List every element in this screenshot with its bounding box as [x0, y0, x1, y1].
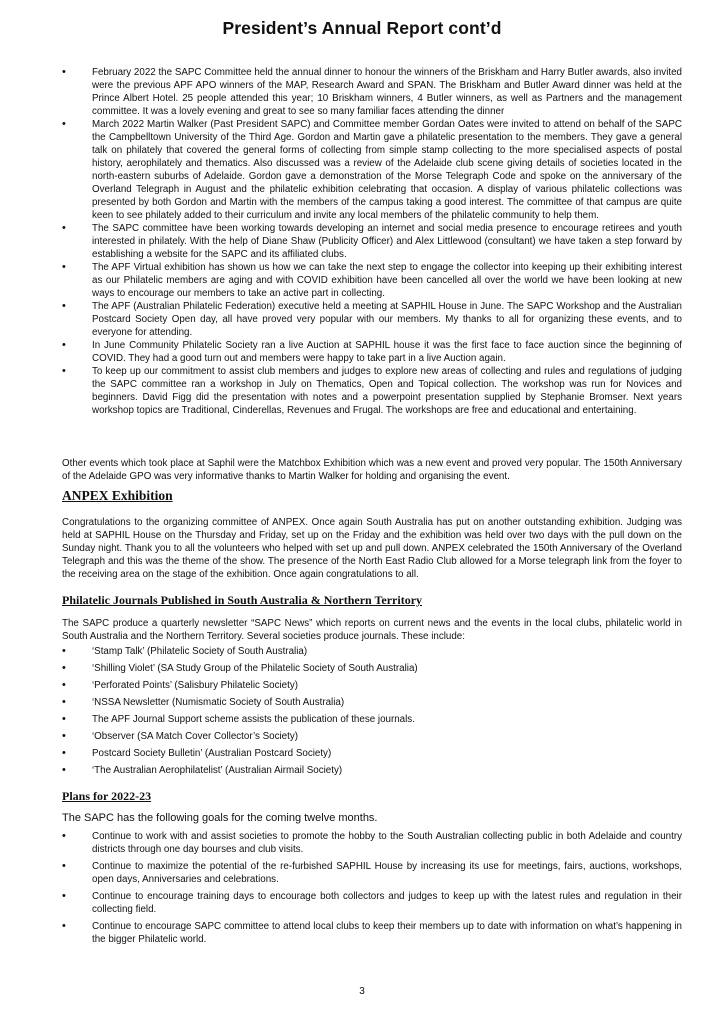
journal-item: Postcard Society Bulletin’ (Australian Postcard Society) — [92, 748, 332, 759]
bullet-dot-icon: • — [62, 920, 66, 932]
bullet-dot-icon: • — [62, 713, 66, 725]
plans-intro: The SAPC has the following goals for the coming twelve months. — [62, 812, 378, 824]
list-item — [62, 860, 682, 886]
bullet-dot-icon: • — [62, 66, 66, 78]
plan-item: Continue to maximize the potential of the re-furbished SAPHIL House by increasing its use for meetings, fairs, auctions, workshops, open days, Anniversaries and celebrations. — [92, 861, 682, 885]
list-item — [62, 66, 682, 118]
list-item — [62, 764, 682, 777]
other-events-paragraph: Other events which took place at Saphil were the Matchbox Exhibition which was a new event and proved very popular. The 150th Anniversary of the Adelaide GPO was very informative thanks to Martin Walker for holding and organising the event. — [62, 458, 682, 482]
list-item-text: February 2022 the SAPC Committee held the annual dinner to honour the winners of the Briskham and Harry Butler awards, also invited were the previous APF APO winners of the MAP, Research Award and SPAN. The Briskham and Butler Award dinner was held at the Prince Albert Hotel. 25 people attended this year; 10 Briskham winners, 4 Butler winners, as well as Partners and the management committee. It was a lovely evening and great to see so many familiar faces attending the dinner — [92, 67, 682, 117]
bullet-dot-icon: • — [62, 860, 66, 872]
list-item-text: The SAPC committee have been working towards developing an internet and social media presence to encourage retirees and youth interested in philately. With the help of Diane Shaw (Publicity Officer) and Alex Littlewood (consultant) we have taken a step forward by establishing a website for the SAPC and its affiliated clubs. — [92, 223, 682, 260]
anpex-paragraph: Congratulations to the organizing committee of ANPEX. Once again South Australia has put on another outstanding exhibition. Judging was held at SAPHIL House on the Thursday and Friday, set up on the Friday and the exhibition was held over two days with the pull down on the Sunday night. Thank you to all the volunteers who helped with set up and pull down. ANPEX celebrated the 150th Anniversary of the Overland Telegraph and this was the theme of the show. The presence of the North East Radio Club allowed for a Morse telegraph link from the foyer to the receiving area on the stage of the exhibition. Once again congratulations to all. — [62, 517, 682, 580]
bullet-dot-icon: • — [62, 662, 66, 674]
anpex-heading-text: ANPEX Exhibition — [62, 488, 173, 503]
journal-item: ‘Shilling Violet’ (SA Study Group of the Philatelic Society of South Australia) — [92, 663, 418, 674]
journals-heading-text: Philatelic Journals Published in South Australia & Northern Territory — [62, 593, 423, 607]
journal-item: ‘Observer (SA Match Cover Collector’s Society) — [92, 731, 298, 742]
list-item — [62, 679, 682, 692]
bullet-dot-icon: • — [62, 365, 66, 377]
plan-item: Continue to work with and assist societies to promote the hobby to the South Australian collecting public in both Adelaide and country districts through one day bourses and club visits. — [92, 831, 682, 855]
list-item — [62, 118, 682, 222]
bullet-dot-icon: • — [62, 890, 66, 902]
bullet-dot-icon: • — [62, 696, 66, 708]
list-item-text: The APF (Australian Philatelic Federation) executive held a meeting at SAPHIL House in June. The SAPC Workshop and the Australian Postcard Society Open day, all have proved very popular with our members. My thanks to all for organizing these events, and to everyone for attending. — [92, 301, 682, 338]
bullet-dot-icon: • — [62, 118, 66, 130]
anpex-heading — [62, 488, 173, 504]
bullet-dot-icon: • — [62, 679, 66, 691]
page-title: President’s Annual Report cont’d — [222, 18, 502, 38]
list-item — [62, 300, 682, 339]
list-item — [62, 261, 682, 300]
plans-heading — [62, 789, 151, 804]
bullet-dot-icon: • — [62, 747, 66, 759]
list-item — [62, 830, 682, 856]
list-item — [62, 222, 682, 261]
journal-item: ‘NSSA Newsletter (Numismatic Society of South Australia) — [92, 697, 345, 708]
plans-list — [62, 830, 682, 946]
journals-list — [62, 645, 682, 777]
journals-intro: The SAPC produce a quarterly newsletter “SAPC News” which reports on current news and the events in the local clubs, philatelic world in South Australia and the Northern Territory. Several societies produce journals. These include: — [62, 618, 682, 642]
plans-heading-text: Plans for 2022-23 — [62, 789, 152, 803]
list-item — [62, 645, 682, 658]
bullet-dot-icon: • — [62, 339, 66, 351]
bullet-dot-icon: • — [62, 730, 66, 742]
bullet-dot-icon: • — [62, 645, 66, 657]
list-item — [62, 713, 682, 726]
bullet-dot-icon: • — [62, 764, 66, 776]
list-item — [62, 696, 682, 709]
bullet-dot-icon: • — [62, 830, 66, 842]
list-item-text: In June Community Philatelic Society ran a live Auction at SAPHIL house it was the first face to face auction since the beginning of COVID. They had a good turn out and members were happy to take part in a live Auction again. — [92, 340, 682, 364]
journal-item: ‘Stamp Talk’ (Philatelic Society of South Australia) — [92, 646, 308, 657]
page-number: 3 — [359, 986, 365, 997]
list-item-text: The APF Virtual exhibition has shown us how we can take the next step to engage the collector into keeping up their exhibiting interest as our Philatelic members are aging and with COVID exhibition have been cancelled all over the world we have been looking at new ways to encourage our members to take an active part in collecting. — [92, 262, 682, 299]
journal-item: The APF Journal Support scheme assists the publication of these journals. — [92, 714, 415, 725]
journal-item: ‘Perforated Points’ (Salisbury Philatelic Society) — [92, 680, 299, 691]
plan-item: Continue to encourage SAPC committee to attend local clubs to keep their members up to date with information on what’s happening in the bigger Philatelic world. — [92, 921, 682, 945]
list-item-text: To keep up our commitment to assist club members and judges to explore new areas of collecting and rules and regulations of judging the SAPC committee ran a workshop in July on Thematics, Open and Topical collection. The workshop was run for Novices and beginners. David Figg did the presentation with notes and a powerpoint presentation supplied by Stephanie Bromser. Next years workshop topics are Traditional, Cinderellas, Revenues and Frugal. The workshops are free and educational and entertaining. — [92, 366, 682, 416]
bullet-dot-icon: • — [62, 222, 66, 234]
list-item — [62, 920, 682, 946]
list-item — [62, 890, 682, 916]
list-item — [62, 747, 682, 760]
bullet-dot-icon: • — [62, 300, 66, 312]
plan-item: Continue to encourage training days to encourage both collectors and judges to keep up with the latest rules and regulation in their collecting field. — [92, 891, 682, 915]
list-item — [62, 730, 682, 743]
list-item — [62, 365, 682, 417]
list-item — [62, 339, 682, 365]
list-item-text: March 2022 Martin Walker (Past President SAPC) and Committee member Gordan Oates were invited to attend on behalf of the SAPC the Campbelltown University of the Third Age. Gordon and Martin gave a philatelic presentation to the members. They gave a general talk on philately that covered the general forms of collecting from simple stamp collecting to the more specialised aspects of postal history, aerophilately and thematics. Also discussed was a review of the Adelaide club scene giving details of societies located in the north-eastern suburbs of Adelaide. Gordon gave a demonstration of the Morse Telegraph Code and spoke on the anniversary of the Overland Telegraph in August and the philatelic exhibition celebrating that occasion. A display of various philatelic collections was presented by both Gordon and Martin with the members of the campus taking a good interest. The committee of that campus are quite keen to see philately added to their curriculum and invite any local members of the philatelic community to help them. — [92, 119, 682, 221]
journal-item: ‘The Australian Aerophilatelist’ (Australian Airmail Society) — [92, 765, 343, 776]
journals-heading — [62, 593, 422, 608]
report-bullet-list — [62, 66, 682, 417]
bullet-dot-icon: • — [62, 261, 66, 273]
list-item — [62, 662, 682, 675]
